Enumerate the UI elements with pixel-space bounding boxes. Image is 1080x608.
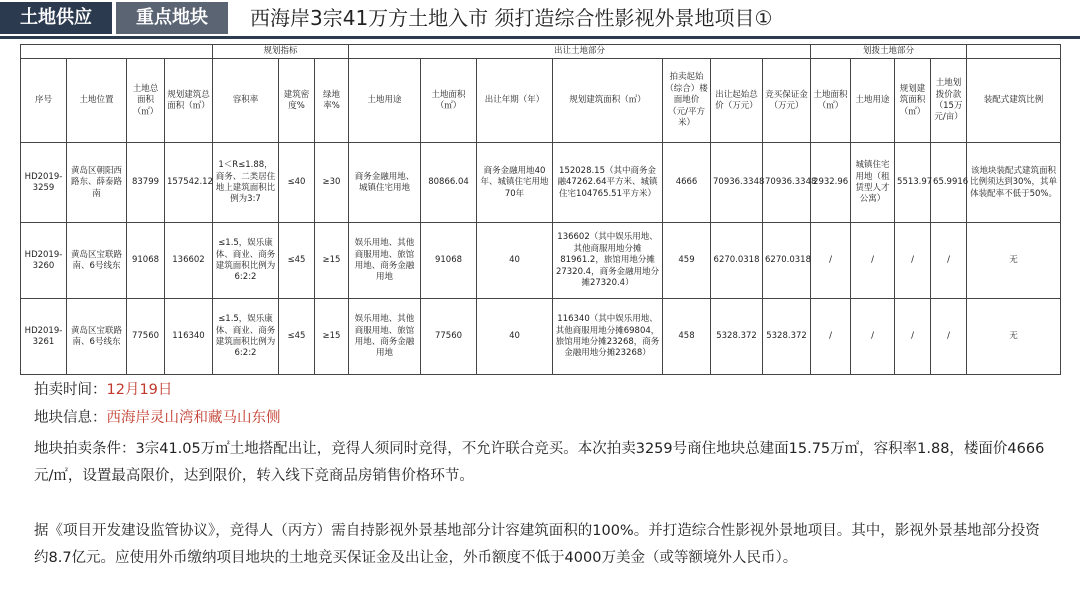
plot-info-label: 地块信息：: [34, 410, 107, 426]
table-cell: 黄岛区宝联路南、6号线东: [67, 223, 127, 299]
table-cell: 城镇住宅用地（租赁型人才公寓）: [851, 143, 895, 223]
table-cell: 娱乐用地、其他商服用地、旅馆用地、商务金融用地: [349, 299, 421, 375]
table-cell: 娱乐用地、其他商服用地、旅馆用地、商务金融用地: [349, 223, 421, 299]
auction-time-label: 拍卖时间：: [34, 382, 107, 398]
table-cell: 无: [967, 223, 1061, 299]
table-cell: 136602: [165, 223, 213, 299]
table-cell: 80866.04: [421, 143, 477, 223]
col-header: 出让年期（年）: [477, 59, 553, 143]
table-cell: 6270.0318: [763, 223, 811, 299]
col-header: 土地划拨价款（15万元/亩）: [931, 59, 967, 143]
table-cell: 136602（其中娱乐用地、其他商服用地分摊81961.2，旅馆用地分摊27320.4，商务金融用地分摊27320.4）: [553, 223, 663, 299]
col-header: 容积率: [213, 59, 279, 143]
table-cell: 商务金融用地40年、城镇住宅用地70年: [477, 143, 553, 223]
group-blank: [21, 45, 213, 59]
table-cell: 无: [967, 299, 1061, 375]
table-cell: 91068: [127, 223, 165, 299]
auction-time: [34, 380, 172, 400]
plot-info-value: 西海岸灵山湾和藏马山东侧: [106, 410, 281, 426]
table-cell: 116340（其中娱乐用地、其他商服用地分摊69804，旅馆用地分摊23268，商务金融用地分摊23268）: [553, 299, 663, 375]
col-header: 拍卖起始（综合）楼面地价（元/平方米）: [663, 59, 711, 143]
land-table: [20, 44, 1061, 375]
table-cell: /: [851, 299, 895, 375]
group-transfer: 出让土地部分: [349, 45, 811, 59]
table-cell: 157542.12: [165, 143, 213, 223]
table-cell: 5513.97: [895, 143, 931, 223]
table-cell: ≥15: [315, 223, 349, 299]
table-cell: /: [851, 223, 895, 299]
col-header: 规划建筑面积（㎡）: [895, 59, 931, 143]
group-blank-end: [967, 45, 1061, 59]
table-cell: HD2019-3261: [21, 299, 67, 375]
table-cell: ≥15: [315, 299, 349, 375]
table-cell: 该地块装配式建筑面积比例须达到30%，其单体装配率不低于50%。: [967, 143, 1061, 223]
table-cell: ≤1.5，娱乐康体、商业、商务建筑面积比例为6:2:2: [213, 223, 279, 299]
table-cell: 黄岛区朝阳西路东、薛泰路南: [67, 143, 127, 223]
table-cell: 458: [663, 299, 711, 375]
col-header: 规划建筑总面积（㎡）: [165, 59, 213, 143]
table-cell: 152028.15（其中商务金融47262.64平方米、城镇住宅104765.51平方米）: [553, 143, 663, 223]
col-header: 序号: [21, 59, 67, 143]
table-cell: /: [895, 223, 931, 299]
col-header: 装配式建筑比例: [967, 59, 1061, 143]
col-header: 出让起始总价（万元）: [711, 59, 763, 143]
col-header: 绿地率%: [315, 59, 349, 143]
header-divider: [0, 36, 1080, 39]
table-cell: 1＜R≤1.88，商务、二类居住地上建筑面积比例为3:7: [213, 143, 279, 223]
col-header: 土地用途: [851, 59, 895, 143]
auction-conditions: 地块拍卖条件：3宗41.05万㎡土地搭配出让，竞得人须同时竞得，不允许联合竞买。本次拍卖3259号商住地块总建面15.75万㎡，容积率1.88，楼面价4666元/㎡，设置最高限价，达到限价，转入线下竞商品房销售价格环节。: [34, 441, 1045, 484]
table-cell: 6270.0318: [711, 223, 763, 299]
table-row: [21, 299, 1061, 375]
table-cell: ≤1.5，娱乐康体、商业、商务建筑面积比例为6:2:2: [213, 299, 279, 375]
table-cell: 459: [663, 223, 711, 299]
table-cell: 70936.3348: [711, 143, 763, 223]
col-header: 建筑密度%: [279, 59, 315, 143]
col-header: 土地位置: [67, 59, 127, 143]
table-cell: ≤45: [279, 223, 315, 299]
table-cell: HD2019-3259: [21, 143, 67, 223]
table-row: [21, 223, 1061, 299]
auction-time-value: 12月19日: [106, 382, 173, 398]
page-title: 西海岸3宗41万方土地入市 须打造综合性影视外景地项目①: [250, 6, 773, 30]
table-cell: 5328.372: [711, 299, 763, 375]
plot-info: [34, 408, 281, 428]
col-header: 土地面积（㎡）: [811, 59, 851, 143]
group-header-row: [21, 45, 1061, 59]
table-cell: ≥30: [315, 143, 349, 223]
table-cell: HD2019-3260: [21, 223, 67, 299]
tag-key-plots: 重点地块: [116, 2, 228, 34]
table-cell: /: [931, 299, 967, 375]
table-row: [21, 143, 1061, 223]
table-cell: /: [811, 223, 851, 299]
table-cell: 4666: [663, 143, 711, 223]
table-cell: 116340: [165, 299, 213, 375]
table-cell: 黄岛区宝联路南、6号线东: [67, 299, 127, 375]
table-cell: /: [931, 223, 967, 299]
column-header-row: [21, 59, 1061, 143]
table-cell: 65.9916: [931, 143, 967, 223]
table-cell: ≤45: [279, 299, 315, 375]
table-cell: 77560: [127, 299, 165, 375]
table-cell: ≤40: [279, 143, 315, 223]
agreement-paragraph: 据《项目开发建设监管协议》，竞得人（丙方）需自持影视外景基地部分计容建筑面积的100%。并打造综合性影视外景地项目。其中，影视外景基地部分投资约8.7亿元。应使用外币缴纳项目地块的土地竞买保证金及出让金，外币额度不低于4000万美金（或等额境外人民币）。: [34, 523, 1040, 566]
col-header: 规划建筑面积（㎡）: [553, 59, 663, 143]
table-cell: 40: [477, 299, 553, 375]
col-header: 土地面积（㎡）: [421, 59, 477, 143]
col-header: 土地总面积（㎡）: [127, 59, 165, 143]
table-cell: 40: [477, 223, 553, 299]
tag-land-supply: 土地供应: [0, 2, 112, 34]
group-planning: 规划指标: [213, 45, 349, 59]
table-cell: 83799: [127, 143, 165, 223]
col-header: 竞买保证金（万元）: [763, 59, 811, 143]
group-allocated: 划拨土地部分: [811, 45, 967, 59]
table-cell: 5328.372: [763, 299, 811, 375]
table-cell: 91068: [421, 223, 477, 299]
table-cell: 2932.96: [811, 143, 851, 223]
table-cell: /: [895, 299, 931, 375]
col-header: 土地用途: [349, 59, 421, 143]
header-bar: [0, 0, 1080, 36]
table-cell: 77560: [421, 299, 477, 375]
table-cell: 70936.3348: [763, 143, 811, 223]
table-cell: /: [811, 299, 851, 375]
table-cell: 商务金融用地、城镇住宅用地: [349, 143, 421, 223]
